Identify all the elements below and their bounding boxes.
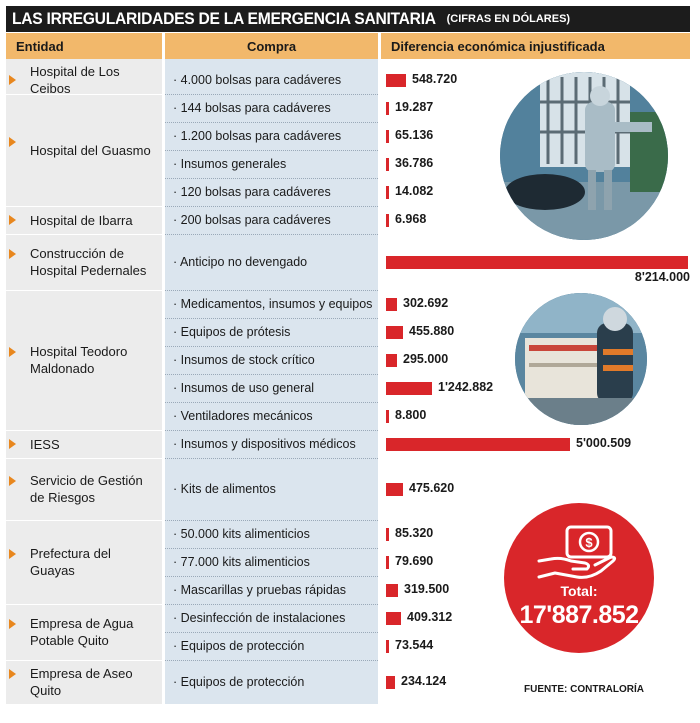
bar <box>386 186 389 199</box>
bar-value-label: 85.320 <box>395 526 434 540</box>
row-separator <box>165 94 378 95</box>
bar <box>386 102 389 115</box>
row-separator <box>165 178 378 179</box>
entity-separator <box>6 234 162 235</box>
arrow-icon <box>9 476 16 486</box>
entity-2: Hospital de Ibarra <box>30 212 133 228</box>
row-separator <box>165 150 378 151</box>
bar <box>386 483 403 496</box>
bar-value-label: 8.800 <box>395 408 427 422</box>
bar-value-label: 5'000.509 <box>576 436 632 450</box>
photo-medical-staff <box>515 293 647 425</box>
purchase-item: · Kits de alimentos <box>173 482 276 496</box>
bar <box>386 438 570 451</box>
bar <box>386 410 389 423</box>
purchase-item: · Anticipo no devengado <box>173 255 308 269</box>
purchase-item: · Medicamentos, insumos y equipos <box>173 297 373 311</box>
bar <box>386 214 389 227</box>
header-compra: Compra <box>165 33 378 59</box>
row-separator <box>165 206 378 207</box>
row-separator <box>165 122 378 123</box>
photo-body-bags <box>500 72 668 240</box>
svg-text:$: $ <box>585 535 593 550</box>
entity-8: Empresa de Agua Potable Quito <box>30 616 134 648</box>
bar <box>386 158 389 171</box>
bar-value-label: 73.544 <box>395 638 434 652</box>
purchase-item: · 200 bolsas para cadáveres <box>173 213 331 227</box>
bar-value-label: 455.880 <box>409 324 455 338</box>
arrow-icon <box>9 215 16 225</box>
source-note: FUENTE: CONTRALORÍA <box>524 684 644 695</box>
bar <box>386 612 401 625</box>
bar-value-label: 79.690 <box>395 554 434 568</box>
header-diferencia: Diferencia económica injustificada <box>381 33 690 59</box>
row-separator <box>165 402 378 403</box>
arrow-icon <box>9 249 16 259</box>
entity-separator <box>6 290 162 291</box>
arrow-icon <box>9 619 16 629</box>
bar-value-label: 548.720 <box>412 72 458 86</box>
arrow-icon <box>9 549 16 559</box>
bar <box>386 130 389 143</box>
purchase-item: · 4.000 bolsas para cadáveres <box>173 73 342 87</box>
bar-value-label: 8'214.000 <box>634 270 690 284</box>
purchase-item: · Insumos de uso general <box>173 381 315 395</box>
purchase-item: · Equipos de prótesis <box>173 325 291 339</box>
bar-value-label: 14.082 <box>395 184 434 198</box>
subtitle: (CIFRAS EN DÓLARES) <box>446 13 571 25</box>
entity-separator <box>6 206 162 207</box>
entity-0: Hospital de Los Ceibos <box>30 64 120 96</box>
purchase-item: · Mascarillas y pruebas rápidas <box>173 583 346 597</box>
bar-value-label: 302.692 <box>403 296 449 310</box>
row-separator <box>165 458 378 459</box>
purchase-item: · Insumos y dispositivos médicos <box>173 437 356 451</box>
row-separator <box>165 290 378 291</box>
row-separator <box>165 548 378 549</box>
purchase-item: · Equipos de protección <box>173 675 305 689</box>
bar-value-label: 234.124 <box>401 674 447 688</box>
row-separator <box>165 660 378 661</box>
row-separator <box>165 374 378 375</box>
arrow-icon <box>9 347 16 357</box>
bar <box>386 382 432 395</box>
row-separator <box>165 430 378 431</box>
bar <box>386 326 403 339</box>
row-separator <box>165 318 378 319</box>
purchase-item: · Desinfección de instalaciones <box>173 611 346 625</box>
row-separator <box>165 234 378 235</box>
entity-5: IESS <box>30 436 60 452</box>
row-separator <box>165 346 378 347</box>
bar <box>386 298 397 311</box>
bar-value-label: 65.136 <box>395 128 434 142</box>
total-value: 17'887.852 <box>519 601 639 629</box>
entity-separator <box>6 94 162 95</box>
bar <box>386 74 406 87</box>
bar-value-label: 19.287 <box>395 100 434 114</box>
purchase-item: · Insumos de stock crítico <box>173 353 315 367</box>
title-bar <box>6 6 690 32</box>
row-separator <box>165 520 378 521</box>
row-separator <box>165 576 378 577</box>
entity-9: Empresa de Aseo Quito <box>30 666 133 698</box>
total-circle <box>504 503 654 653</box>
purchase-item: · 120 bolsas para cadáveres <box>173 185 331 199</box>
title: LAS IRREGULARIDADES DE LA EMERGENCIA SANITARIA <box>12 9 436 28</box>
entity-separator <box>6 520 162 521</box>
bar <box>386 528 389 541</box>
entity-6: Servicio de Gestión de Riesgos <box>30 473 143 505</box>
bar-value-label: 1'242.882 <box>438 380 494 394</box>
bar-value-label: 409.312 <box>407 610 453 624</box>
purchase-item: · 144 bolsas para cadáveres <box>173 101 331 115</box>
purchase-item: · 77.000 kits alimenticios <box>173 555 310 569</box>
purchase-item: · 50.000 kits alimenticios <box>173 527 310 541</box>
bar <box>386 256 688 269</box>
entity-4: Hospital Teodoro Maldonado <box>30 344 128 376</box>
entity-separator <box>6 660 162 661</box>
bar-value-label: 475.620 <box>409 481 455 495</box>
bar <box>386 640 389 653</box>
row-separator <box>165 632 378 633</box>
entity-separator <box>6 458 162 459</box>
purchase-item: · Equipos de protección <box>173 639 305 653</box>
arrow-icon <box>9 137 16 147</box>
entity-3: Construcción de Hospital Pedernales <box>30 246 147 278</box>
purchase-item: · Ventiladores mecánicos <box>173 409 313 423</box>
bar-value-label: 319.500 <box>404 582 450 596</box>
entity-1: Hospital del Guasmo <box>30 142 151 158</box>
bar-value-label: 295.000 <box>403 352 449 366</box>
row-separator <box>165 604 378 605</box>
bar <box>386 584 398 597</box>
bar-value-label: 6.968 <box>395 212 427 226</box>
bar <box>386 556 389 569</box>
bar-value-label: 36.786 <box>395 156 434 170</box>
arrow-icon <box>9 669 16 679</box>
entity-separator <box>6 604 162 605</box>
arrow-icon <box>9 75 16 85</box>
total-label: Total: <box>560 583 598 599</box>
header-entidad: Entidad <box>6 33 162 59</box>
entity-7: Prefectura del Guayas <box>30 546 111 578</box>
arrow-icon <box>9 439 16 449</box>
purchase-item: · 1.200 bolsas para cadáveres <box>173 129 342 143</box>
bar <box>386 676 395 689</box>
money-hand-icon <box>537 523 621 583</box>
purchase-item: · Insumos generales <box>173 157 287 171</box>
entity-separator <box>6 430 162 431</box>
bar <box>386 354 397 367</box>
